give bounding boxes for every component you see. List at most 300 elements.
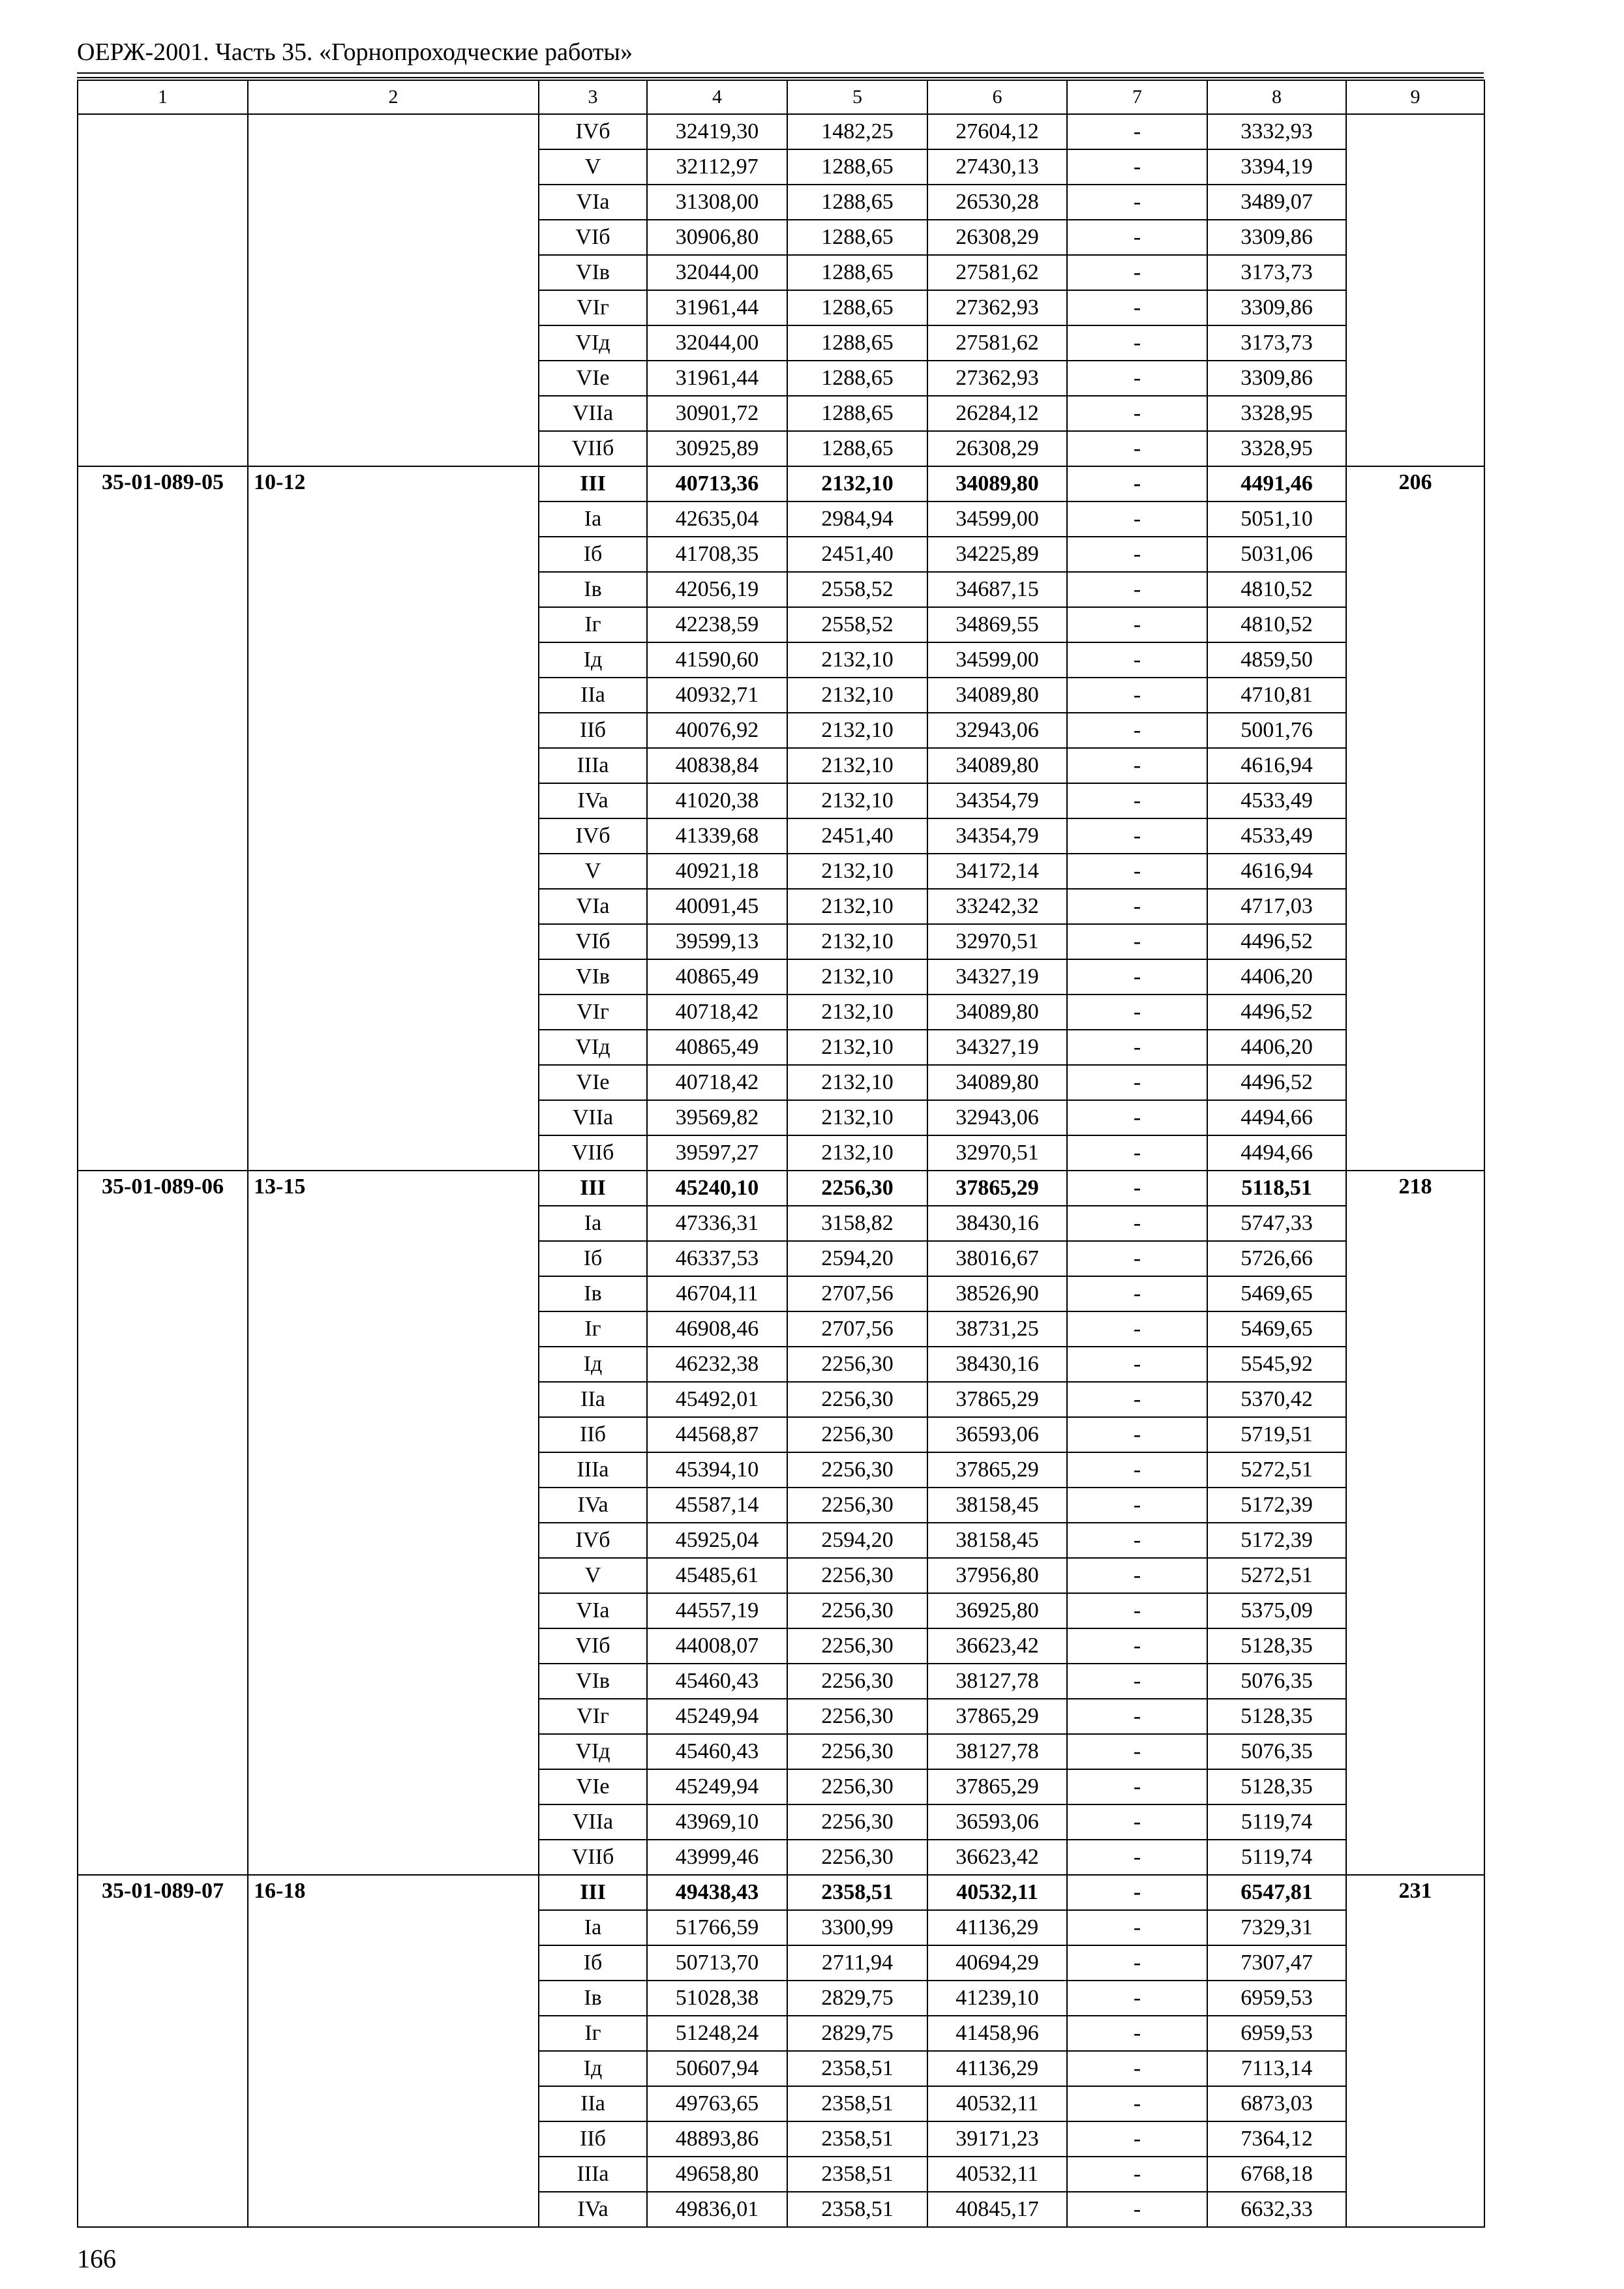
value-cell: 31308,00 bbox=[647, 185, 787, 220]
value-cell: 7307,47 bbox=[1207, 1945, 1346, 1981]
value-cell: 6768,18 bbox=[1207, 2157, 1346, 2192]
value-cell: 39569,82 bbox=[647, 1100, 787, 1135]
value-cell: 2256,30 bbox=[787, 1699, 927, 1734]
value-cell: 3158,82 bbox=[787, 1206, 927, 1241]
value-cell: 36623,42 bbox=[927, 1628, 1067, 1664]
value-cell: 2132,10 bbox=[787, 854, 927, 889]
value-cell: 2358,51 bbox=[787, 1875, 927, 1910]
value-cell: 40532,11 bbox=[927, 2157, 1067, 2192]
value-cell: 6547,81 bbox=[1207, 1875, 1346, 1910]
value-cell: 27362,93 bbox=[927, 290, 1067, 325]
value-cell: - bbox=[1067, 1945, 1207, 1981]
value-cell: 2132,10 bbox=[787, 678, 927, 713]
value-cell: 7329,31 bbox=[1207, 1910, 1346, 1945]
value-cell: 6959,53 bbox=[1207, 1981, 1346, 2016]
value-cell: IIб bbox=[539, 1417, 647, 1452]
column-number-cell: 6 bbox=[927, 80, 1067, 114]
value-cell: - bbox=[1067, 1135, 1207, 1171]
value-cell: Iб bbox=[539, 537, 647, 572]
column-number-cell: 2 bbox=[248, 80, 539, 114]
value-cell: 40865,49 bbox=[647, 1030, 787, 1065]
value-cell: 39597,27 bbox=[647, 1135, 787, 1171]
value-cell: 5119,74 bbox=[1207, 1840, 1346, 1875]
value-cell: 49438,43 bbox=[647, 1875, 787, 1910]
value-cell: - bbox=[1067, 1311, 1207, 1347]
value-cell: - bbox=[1067, 1100, 1207, 1135]
value-cell: 26308,29 bbox=[927, 431, 1067, 466]
value-cell: 27430,13 bbox=[927, 149, 1067, 185]
value-cell: 1288,65 bbox=[787, 149, 927, 185]
value-cell: - bbox=[1067, 537, 1207, 572]
value-cell: 2451,40 bbox=[787, 537, 927, 572]
value-cell: V bbox=[539, 149, 647, 185]
value-cell: 36593,06 bbox=[927, 1804, 1067, 1840]
value-cell: 3173,73 bbox=[1207, 255, 1346, 290]
value-cell: 3309,86 bbox=[1207, 220, 1346, 255]
value-cell: - bbox=[1067, 361, 1207, 396]
value-cell: 1288,65 bbox=[787, 255, 927, 290]
code-cell: 35-01-089-06 bbox=[78, 1171, 248, 1875]
value-cell: - bbox=[1067, 748, 1207, 783]
value-cell: 7364,12 bbox=[1207, 2121, 1346, 2157]
total-cell bbox=[1346, 114, 1484, 466]
value-cell: VIIб bbox=[539, 1840, 647, 1875]
value-cell: IIa bbox=[539, 2086, 647, 2121]
value-cell: 2256,30 bbox=[787, 1452, 927, 1488]
value-cell: 39171,23 bbox=[927, 2121, 1067, 2157]
value-cell: 5051,10 bbox=[1207, 501, 1346, 537]
value-cell: 32112,97 bbox=[647, 149, 787, 185]
value-cell: 2256,30 bbox=[787, 1664, 927, 1699]
value-cell: - bbox=[1067, 1875, 1207, 1910]
value-cell: 5172,39 bbox=[1207, 1523, 1346, 1558]
value-cell: 51248,24 bbox=[647, 2016, 787, 2051]
value-cell: 34327,19 bbox=[927, 959, 1067, 995]
value-cell: 4406,20 bbox=[1207, 959, 1346, 995]
value-cell: 5469,65 bbox=[1207, 1276, 1346, 1311]
value-cell: IVб bbox=[539, 114, 647, 149]
value-cell: 5719,51 bbox=[1207, 1417, 1346, 1452]
value-cell: 2132,10 bbox=[787, 713, 927, 748]
value-cell: 5726,66 bbox=[1207, 1241, 1346, 1276]
value-cell: Ia bbox=[539, 1910, 647, 1945]
value-cell: 5118,51 bbox=[1207, 1171, 1346, 1206]
value-cell: 49763,65 bbox=[647, 2086, 787, 2121]
value-cell: 49836,01 bbox=[647, 2192, 787, 2227]
value-cell: Iв bbox=[539, 572, 647, 607]
total-cell: 231 bbox=[1346, 1875, 1484, 2227]
value-cell: 1288,65 bbox=[787, 396, 927, 431]
value-cell: 36925,80 bbox=[927, 1593, 1067, 1628]
value-cell: 40718,42 bbox=[647, 995, 787, 1030]
value-cell: 43969,10 bbox=[647, 1804, 787, 1840]
value-cell: 26530,28 bbox=[927, 185, 1067, 220]
value-cell: 40845,17 bbox=[927, 2192, 1067, 2227]
value-cell: VIб bbox=[539, 1628, 647, 1664]
value-cell: 2358,51 bbox=[787, 2051, 927, 2086]
value-cell: VIe bbox=[539, 1065, 647, 1100]
value-cell: - bbox=[1067, 1488, 1207, 1523]
value-cell: III bbox=[539, 1171, 647, 1206]
value-cell: Iв bbox=[539, 1276, 647, 1311]
value-cell: 2829,75 bbox=[787, 2016, 927, 2051]
value-cell: 33242,32 bbox=[927, 889, 1067, 924]
value-cell: Iд bbox=[539, 642, 647, 678]
range-cell: 13-15 bbox=[248, 1171, 539, 1875]
code-cell: 35-01-089-07 bbox=[78, 1875, 248, 2227]
value-cell: 37865,29 bbox=[927, 1171, 1067, 1206]
value-cell: 2132,10 bbox=[787, 783, 927, 818]
value-cell: - bbox=[1067, 1382, 1207, 1417]
code-cell: 35-01-089-05 bbox=[78, 466, 248, 1171]
value-cell: 2256,30 bbox=[787, 1171, 927, 1206]
table-row bbox=[78, 466, 1484, 501]
value-cell: - bbox=[1067, 1628, 1207, 1664]
header-rule-top bbox=[77, 72, 1484, 74]
value-cell: 2256,30 bbox=[787, 1417, 927, 1452]
value-cell: 42238,59 bbox=[647, 607, 787, 642]
value-cell: 41339,68 bbox=[647, 818, 787, 854]
value-cell: 5172,39 bbox=[1207, 1488, 1346, 1523]
value-cell: 36623,42 bbox=[927, 1840, 1067, 1875]
value-cell: Iб bbox=[539, 1945, 647, 1981]
value-cell: 2558,52 bbox=[787, 607, 927, 642]
value-cell: - bbox=[1067, 1206, 1207, 1241]
value-cell: III bbox=[539, 1875, 647, 1910]
value-cell: 32970,51 bbox=[927, 1135, 1067, 1171]
column-number-cell: 3 bbox=[539, 80, 647, 114]
value-cell: 32419,30 bbox=[647, 114, 787, 149]
value-cell: 2132,10 bbox=[787, 1100, 927, 1135]
column-number-cell: 1 bbox=[78, 80, 248, 114]
value-cell: - bbox=[1067, 1910, 1207, 1945]
total-cell: 206 bbox=[1346, 466, 1484, 1171]
value-cell: VIв bbox=[539, 1664, 647, 1699]
value-cell: 2132,10 bbox=[787, 924, 927, 959]
value-cell: 1288,65 bbox=[787, 220, 927, 255]
value-cell: 5001,76 bbox=[1207, 713, 1346, 748]
value-cell: - bbox=[1067, 1664, 1207, 1699]
value-cell: 1288,65 bbox=[787, 431, 927, 466]
value-cell: 34354,79 bbox=[927, 818, 1067, 854]
value-cell: 4533,49 bbox=[1207, 818, 1346, 854]
value-cell: 2594,20 bbox=[787, 1523, 927, 1558]
value-cell: IVб bbox=[539, 1523, 647, 1558]
value-cell: 38127,78 bbox=[927, 1734, 1067, 1769]
value-cell: 41020,38 bbox=[647, 783, 787, 818]
value-cell: IIIa bbox=[539, 748, 647, 783]
value-cell: Iб bbox=[539, 1241, 647, 1276]
value-cell: 31961,44 bbox=[647, 361, 787, 396]
value-cell: 51028,38 bbox=[647, 1981, 787, 2016]
value-cell: 4494,66 bbox=[1207, 1135, 1346, 1171]
value-cell: IIa bbox=[539, 678, 647, 713]
value-cell: 2132,10 bbox=[787, 1065, 927, 1100]
value-cell: VIIб bbox=[539, 431, 647, 466]
value-cell: 40932,71 bbox=[647, 678, 787, 713]
value-cell: 2132,10 bbox=[787, 1135, 927, 1171]
value-cell: 45925,04 bbox=[647, 1523, 787, 1558]
value-cell: 34327,19 bbox=[927, 1030, 1067, 1065]
value-cell: 38158,45 bbox=[927, 1523, 1067, 1558]
value-cell: 4496,52 bbox=[1207, 1065, 1346, 1100]
page-number: 166 bbox=[77, 2244, 116, 2273]
value-cell: VIг bbox=[539, 995, 647, 1030]
value-cell: 5119,74 bbox=[1207, 1804, 1346, 1840]
value-cell: Ia bbox=[539, 501, 647, 537]
value-cell: 40076,92 bbox=[647, 713, 787, 748]
value-cell: 5031,06 bbox=[1207, 537, 1346, 572]
value-cell: 4859,50 bbox=[1207, 642, 1346, 678]
value-cell: 34089,80 bbox=[927, 1065, 1067, 1100]
value-cell: 32044,00 bbox=[647, 325, 787, 361]
column-number-cell: 7 bbox=[1067, 80, 1207, 114]
value-cell: 2256,30 bbox=[787, 1488, 927, 1523]
value-cell: 41590,60 bbox=[647, 642, 787, 678]
value-cell: 26308,29 bbox=[927, 220, 1067, 255]
value-cell: 41136,29 bbox=[927, 2051, 1067, 2086]
value-cell: - bbox=[1067, 431, 1207, 466]
value-cell: 2256,30 bbox=[787, 1769, 927, 1804]
value-cell: - bbox=[1067, 149, 1207, 185]
value-cell: - bbox=[1067, 1769, 1207, 1804]
total-cell: 218 bbox=[1346, 1171, 1484, 1875]
value-cell: 2358,51 bbox=[787, 2157, 927, 2192]
value-cell: 44568,87 bbox=[647, 1417, 787, 1452]
value-cell: 34089,80 bbox=[927, 466, 1067, 501]
value-cell: 37865,29 bbox=[927, 1382, 1067, 1417]
value-cell: 2358,51 bbox=[787, 2192, 927, 2227]
value-cell: 5128,35 bbox=[1207, 1699, 1346, 1734]
value-cell: - bbox=[1067, 1523, 1207, 1558]
value-cell: 6873,03 bbox=[1207, 2086, 1346, 2121]
value-cell: 41708,35 bbox=[647, 537, 787, 572]
value-cell: - bbox=[1067, 889, 1207, 924]
value-cell: VIг bbox=[539, 1699, 647, 1734]
value-cell: 2132,10 bbox=[787, 748, 927, 783]
range-cell: 16-18 bbox=[248, 1875, 539, 2227]
value-cell: VIe bbox=[539, 361, 647, 396]
value-cell: - bbox=[1067, 2157, 1207, 2192]
value-cell: 51766,59 bbox=[647, 1910, 787, 1945]
value-cell: 34172,14 bbox=[927, 854, 1067, 889]
value-cell: VIIa bbox=[539, 396, 647, 431]
value-cell: 5128,35 bbox=[1207, 1628, 1346, 1664]
value-cell: 4616,94 bbox=[1207, 854, 1346, 889]
value-cell: IVa bbox=[539, 1488, 647, 1523]
value-cell: 5469,65 bbox=[1207, 1311, 1346, 1347]
value-cell: IIIa bbox=[539, 2157, 647, 2192]
value-cell: IVa bbox=[539, 2192, 647, 2227]
value-cell: 46908,46 bbox=[647, 1311, 787, 1347]
value-cell: Ia bbox=[539, 1206, 647, 1241]
value-cell: 32943,06 bbox=[927, 1100, 1067, 1135]
value-cell: 46337,53 bbox=[647, 1241, 787, 1276]
value-cell: 3309,86 bbox=[1207, 290, 1346, 325]
value-cell: 32044,00 bbox=[647, 255, 787, 290]
value-cell: Iг bbox=[539, 607, 647, 642]
value-cell: - bbox=[1067, 678, 1207, 713]
value-cell: 40838,84 bbox=[647, 748, 787, 783]
value-cell: 2358,51 bbox=[787, 2121, 927, 2157]
value-cell: 34599,00 bbox=[927, 501, 1067, 537]
value-cell: 3489,07 bbox=[1207, 185, 1346, 220]
value-cell: Iд bbox=[539, 1347, 647, 1382]
value-cell: 45492,01 bbox=[647, 1382, 787, 1417]
code-cell bbox=[78, 114, 248, 466]
value-cell: 2256,30 bbox=[787, 1840, 927, 1875]
value-cell: 38158,45 bbox=[927, 1488, 1067, 1523]
value-cell: - bbox=[1067, 1065, 1207, 1100]
value-cell: 41136,29 bbox=[927, 1910, 1067, 1945]
value-cell: - bbox=[1067, 1804, 1207, 1840]
column-number-cell: 9 bbox=[1346, 80, 1484, 114]
value-cell: IIб bbox=[539, 2121, 647, 2157]
value-cell: 3328,95 bbox=[1207, 396, 1346, 431]
value-cell: 44008,07 bbox=[647, 1628, 787, 1664]
value-cell: 4810,52 bbox=[1207, 607, 1346, 642]
value-cell: VIIa bbox=[539, 1804, 647, 1840]
value-cell: 2256,30 bbox=[787, 1558, 927, 1593]
value-cell: VIб bbox=[539, 220, 647, 255]
value-cell: 30906,80 bbox=[647, 220, 787, 255]
value-cell: 45485,61 bbox=[647, 1558, 787, 1593]
value-cell: 49658,80 bbox=[647, 2157, 787, 2192]
value-cell: 4406,20 bbox=[1207, 1030, 1346, 1065]
value-cell: - bbox=[1067, 1276, 1207, 1311]
value-cell: - bbox=[1067, 1699, 1207, 1734]
value-cell: 34869,55 bbox=[927, 607, 1067, 642]
range-cell bbox=[248, 114, 539, 466]
value-cell: 6959,53 bbox=[1207, 2016, 1346, 2051]
value-cell: VIa bbox=[539, 1593, 647, 1628]
value-cell: 40091,45 bbox=[647, 889, 787, 924]
value-cell: 45460,43 bbox=[647, 1664, 787, 1699]
value-cell: 27581,62 bbox=[927, 255, 1067, 290]
value-cell: 2132,10 bbox=[787, 466, 927, 501]
value-cell: 2594,20 bbox=[787, 1241, 927, 1276]
value-cell: 27362,93 bbox=[927, 361, 1067, 396]
value-cell: 2132,10 bbox=[787, 959, 927, 995]
value-cell: 2984,94 bbox=[787, 501, 927, 537]
value-cell: Iг bbox=[539, 1311, 647, 1347]
value-cell: - bbox=[1067, 1558, 1207, 1593]
value-cell: 2132,10 bbox=[787, 642, 927, 678]
value-cell: VIд bbox=[539, 1030, 647, 1065]
value-cell: 38016,67 bbox=[927, 1241, 1067, 1276]
value-cell: IVa bbox=[539, 783, 647, 818]
column-number-cell: 8 bbox=[1207, 80, 1346, 114]
value-cell: 34354,79 bbox=[927, 783, 1067, 818]
value-cell: 50713,70 bbox=[647, 1945, 787, 1981]
value-cell: 2256,30 bbox=[787, 1347, 927, 1382]
value-cell: 2451,40 bbox=[787, 818, 927, 854]
table-row bbox=[78, 114, 1484, 149]
value-cell: VIa bbox=[539, 889, 647, 924]
value-cell: 5272,51 bbox=[1207, 1558, 1346, 1593]
value-cell: 4533,49 bbox=[1207, 783, 1346, 818]
value-cell: 1288,65 bbox=[787, 290, 927, 325]
header-rule-bottom bbox=[77, 77, 1484, 78]
value-cell: - bbox=[1067, 2121, 1207, 2157]
value-cell: 2132,10 bbox=[787, 889, 927, 924]
value-cell: 3300,99 bbox=[787, 1910, 927, 1945]
value-cell: VIд bbox=[539, 325, 647, 361]
column-number-row bbox=[78, 80, 1484, 114]
value-cell: 3309,86 bbox=[1207, 361, 1346, 396]
value-cell: 45587,14 bbox=[647, 1488, 787, 1523]
value-cell: VIIa bbox=[539, 1100, 647, 1135]
value-cell: 3332,93 bbox=[1207, 114, 1346, 149]
value-cell: 4810,52 bbox=[1207, 572, 1346, 607]
value-cell: 40694,29 bbox=[927, 1945, 1067, 1981]
value-cell: - bbox=[1067, 466, 1207, 501]
value-cell: - bbox=[1067, 1452, 1207, 1488]
value-cell: 4491,46 bbox=[1207, 466, 1346, 501]
value-cell: VIa bbox=[539, 185, 647, 220]
value-cell: 1288,65 bbox=[787, 361, 927, 396]
value-cell: 6632,33 bbox=[1207, 2192, 1346, 2227]
value-cell: III bbox=[539, 466, 647, 501]
value-cell: 38430,16 bbox=[927, 1347, 1067, 1382]
value-cell: IIб bbox=[539, 713, 647, 748]
value-cell: VIe bbox=[539, 1769, 647, 1804]
value-cell: - bbox=[1067, 1593, 1207, 1628]
value-cell: 30925,89 bbox=[647, 431, 787, 466]
value-cell: IIIa bbox=[539, 1452, 647, 1488]
value-cell: VIд bbox=[539, 1734, 647, 1769]
value-cell: - bbox=[1067, 2016, 1207, 2051]
value-cell: 1482,25 bbox=[787, 114, 927, 149]
value-cell: Iд bbox=[539, 2051, 647, 2086]
value-cell: 1288,65 bbox=[787, 325, 927, 361]
value-cell: IIa bbox=[539, 1382, 647, 1417]
value-cell: 2707,56 bbox=[787, 1276, 927, 1311]
page-header: ОЕРЖ-2001. Часть 35. «Горнопроходческие работы» bbox=[77, 38, 633, 66]
value-cell: 5375,09 bbox=[1207, 1593, 1346, 1628]
value-cell: IVб bbox=[539, 818, 647, 854]
value-cell: 2132,10 bbox=[787, 995, 927, 1030]
value-cell: - bbox=[1067, 924, 1207, 959]
value-cell: - bbox=[1067, 1840, 1207, 1875]
value-cell: 44557,19 bbox=[647, 1593, 787, 1628]
table-row bbox=[78, 1875, 1484, 1910]
value-cell: 3173,73 bbox=[1207, 325, 1346, 361]
value-cell: 50607,94 bbox=[647, 2051, 787, 2086]
value-cell: - bbox=[1067, 396, 1207, 431]
value-cell: - bbox=[1067, 959, 1207, 995]
value-cell: - bbox=[1067, 1241, 1207, 1276]
value-cell: 30901,72 bbox=[647, 396, 787, 431]
value-cell: 38430,16 bbox=[927, 1206, 1067, 1241]
value-cell: 34089,80 bbox=[927, 678, 1067, 713]
value-cell: 37956,80 bbox=[927, 1558, 1067, 1593]
value-cell: - bbox=[1067, 501, 1207, 537]
value-cell: 2707,56 bbox=[787, 1311, 927, 1347]
value-cell: 5076,35 bbox=[1207, 1664, 1346, 1699]
value-cell: 34089,80 bbox=[927, 995, 1067, 1030]
value-cell: 48893,86 bbox=[647, 2121, 787, 2157]
value-cell: 1288,65 bbox=[787, 185, 927, 220]
value-cell: 34225,89 bbox=[927, 537, 1067, 572]
value-cell: Iг bbox=[539, 2016, 647, 2051]
value-cell: 46704,11 bbox=[647, 1276, 787, 1311]
value-cell: VIIб bbox=[539, 1135, 647, 1171]
value-cell: 40865,49 bbox=[647, 959, 787, 995]
value-cell: - bbox=[1067, 607, 1207, 642]
value-cell: 4616,94 bbox=[1207, 748, 1346, 783]
value-cell: 41239,10 bbox=[927, 1981, 1067, 2016]
